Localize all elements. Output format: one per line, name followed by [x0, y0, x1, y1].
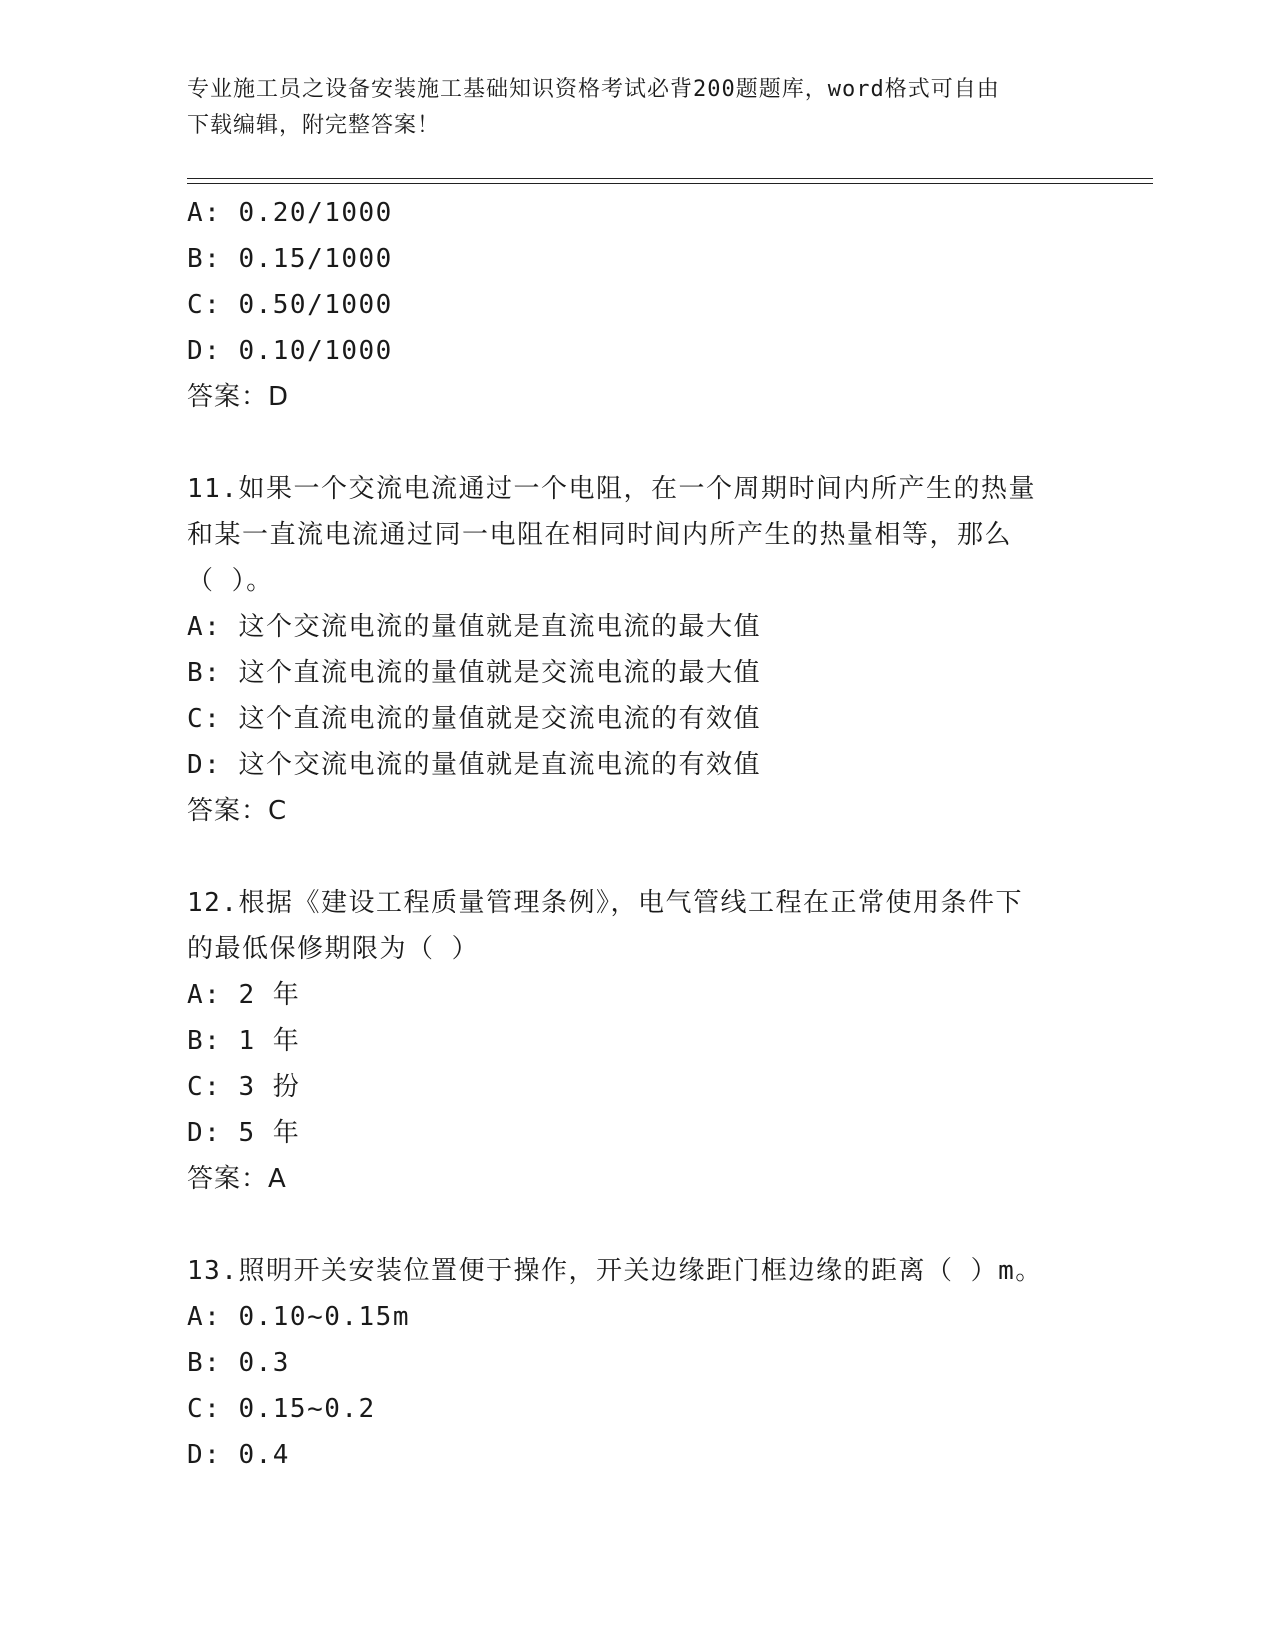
question-11: [187, 466, 1087, 834]
header-divider-bottom: [187, 183, 1153, 184]
q11-stem-line-3: （ ）。: [187, 566, 274, 596]
header-divider-top: [187, 178, 1153, 179]
q10-option-b: B: 0.15/1000: [187, 244, 393, 274]
q12-stem-line-1: 12.根据《建设工程质量管理条例》，电气管线工程在正常使用条件下: [187, 888, 1023, 918]
q11-stem-line-1: 11.如果一个交流电流通过一个电阻，在一个周期时间内所产生的热量: [187, 474, 1036, 504]
q10-option-a: A: 0.20/1000: [187, 198, 393, 228]
header-title-line-1: 专业施工员之设备安装施工基础知识资格考试必背200题题库，word格式可自由: [187, 77, 1000, 102]
q11-option-d: D: 这个交流电流的量值就是直流电流的有效值: [187, 750, 761, 780]
q10-answer: 答案：D: [187, 382, 290, 412]
q11-option-c: C: 这个直流电流的量值就是交流电流的有效值: [187, 704, 761, 734]
spacer: [187, 834, 1087, 880]
q11-option-b: B: 这个直流电流的量值就是交流电流的最大值: [187, 658, 761, 688]
spacer: [187, 1202, 1087, 1248]
q12-stem-line-2: 的最低保修期限为（ ）: [187, 934, 480, 964]
q11-option-a: A: 这个交流电流的量值就是直流电流的最大值: [187, 612, 761, 642]
q11-stem-line-2: 和某一直流电流通过同一电阻在相同时间内所产生的热量相等，那么: [187, 520, 1013, 550]
q12-option-a: A: 2 年: [187, 980, 301, 1010]
question-list: [187, 190, 1087, 1478]
q12-option-b: B: 1 年: [187, 1026, 301, 1056]
q13-option-b: B: 0.3: [187, 1348, 290, 1378]
page-header: [187, 72, 1067, 144]
question-13: [187, 1248, 1087, 1478]
q11-answer: 答案：C: [187, 796, 288, 826]
q12-option-c: C: 3 扮: [187, 1072, 301, 1102]
spacer: [187, 420, 1087, 466]
header-title-line-2: 下载编辑，附完整答案！: [187, 113, 441, 138]
q12-option-d: D: 5 年: [187, 1118, 301, 1148]
q13-stem-line-1: 13.照明开关安装位置便于操作，开关边缘距门框边缘的距离（ ）m。: [187, 1256, 1043, 1286]
q10-option-c: C: 0.50/1000: [187, 290, 393, 320]
q12-answer: 答案：A: [187, 1164, 287, 1194]
question-12: [187, 880, 1087, 1202]
q13-option-d: D: 0.4: [187, 1440, 290, 1470]
q13-option-a: A: 0.10~0.15m: [187, 1302, 410, 1332]
q13-option-c: C: 0.15~0.2: [187, 1394, 376, 1424]
question-10-options: [187, 190, 1087, 420]
q10-option-d: D: 0.10/1000: [187, 336, 393, 366]
